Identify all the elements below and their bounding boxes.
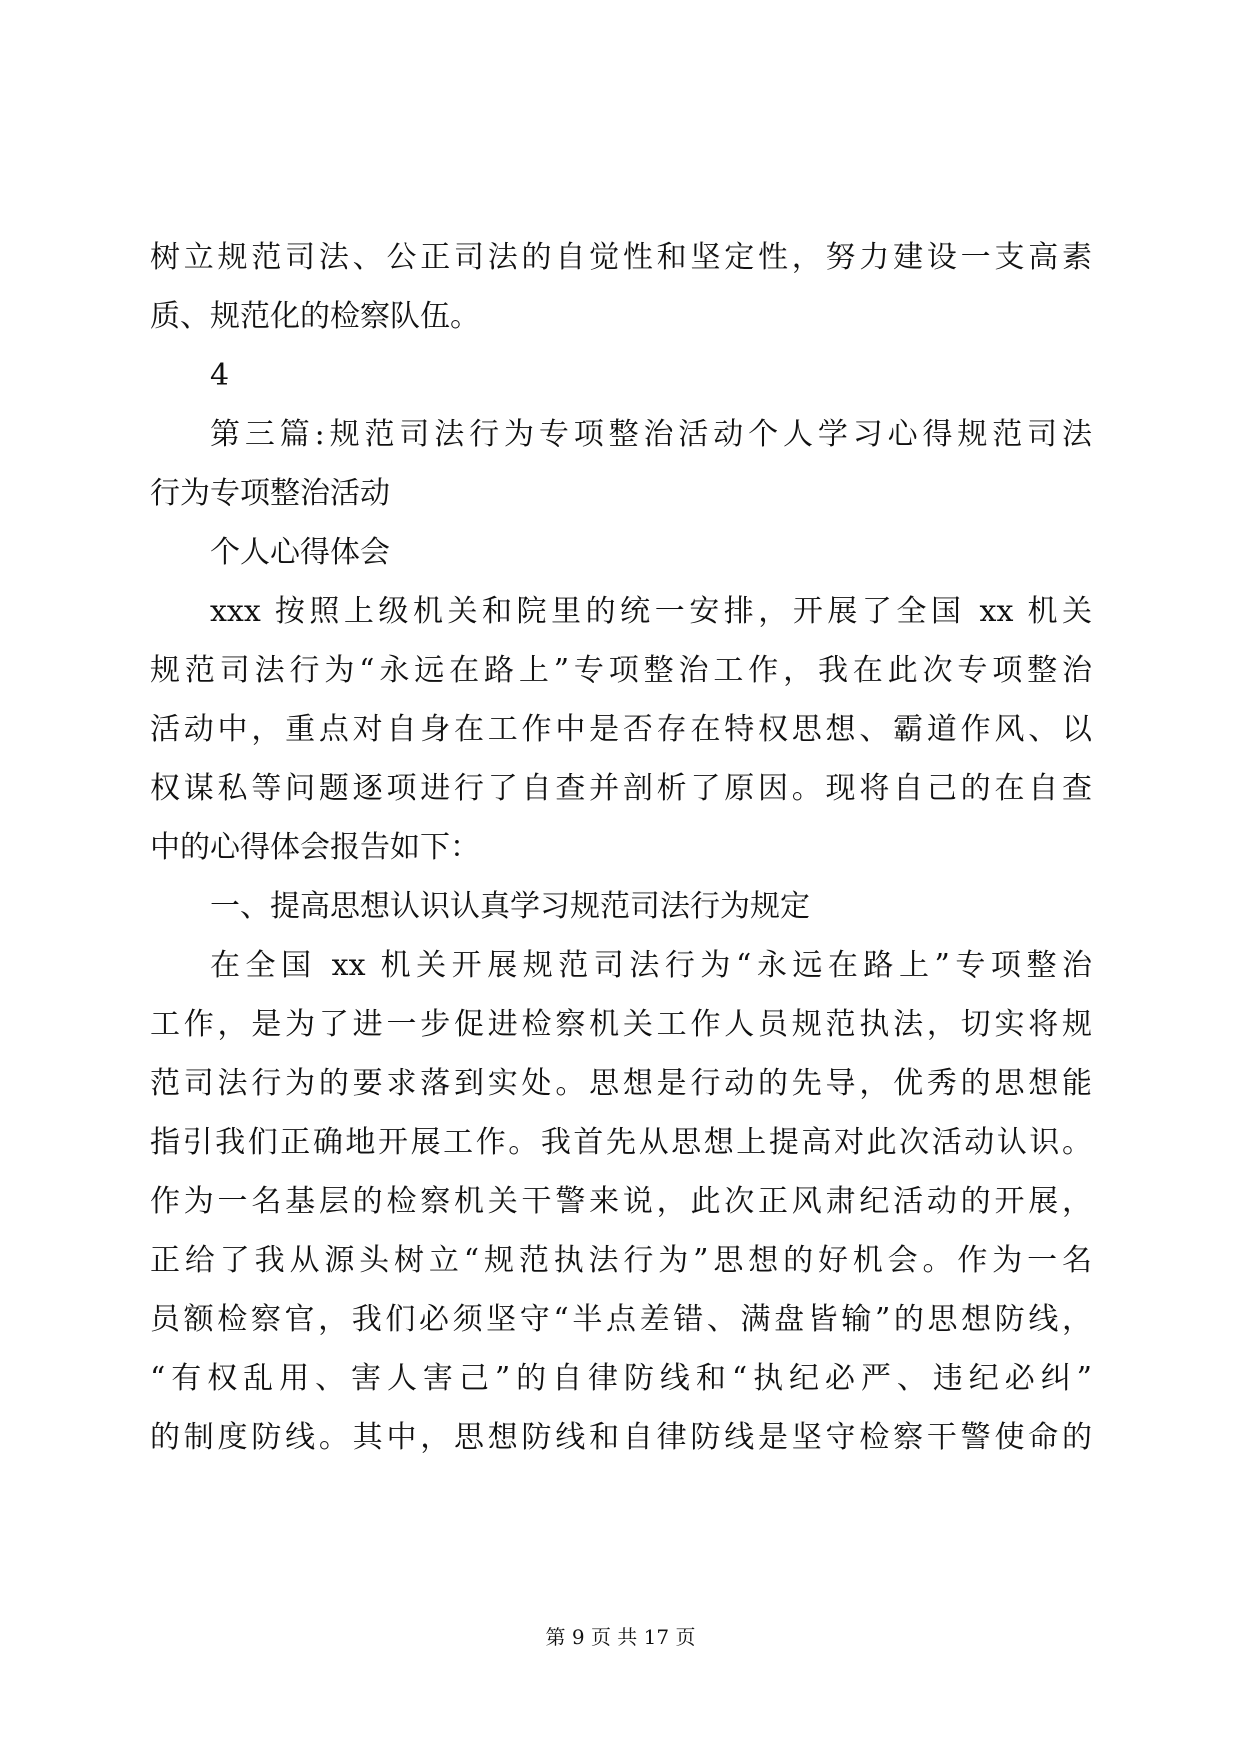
paragraph-line: 中的心得体会报告如下： [150,830,480,865]
paragraph-line: 树立规范司法、公正司法的自觉性和坚定性，努力建设一支高素 [150,240,1092,275]
paragraph-line: 规范司法行为“永远在路上”专项整治工作，我在此次专项整治 [150,653,1092,688]
paragraph-line: “有权乱用、害人害己”的自律防线和“执纪必严、违纪必纠” [150,1361,1092,1396]
paragraph-line: 指引我们正确地开展工作。我首先从思想上提高对此次活动认识。 [150,1125,1092,1160]
paragraph-line: 的制度防线。其中，思想防线和自律防线是坚守检察干警使命的 [150,1420,1092,1455]
paragraph-line: 工作，是为了进一步促进检察机关工作人员规范执法，切实将规 [150,1007,1092,1042]
subheading: 个人心得体会 [210,535,390,570]
paragraph-line: 在全国 xx 机关开展规范司法行为“永远在路上”专项整治 [210,948,1092,983]
page-number-marker: 4 [210,358,230,393]
paragraph-line: 范司法行为的要求落到实处。思想是行动的先导，优秀的思想能 [150,1066,1092,1101]
subheading: 一、提高思想认识认真学习规范司法行为规定 [210,889,810,924]
page-footer: 第 9 页 共 17 页 [545,1625,696,1649]
paragraph-line: 活动中，重点对自身在工作中是否存在特权思想、霸道作风、以 [150,712,1092,747]
paragraph-line: 权谋私等问题逐项进行了自查并剖析了原因。现将自己的在自查 [150,771,1092,806]
paragraph-line: 作为一名基层的检察机关干警来说，此次正风肃纪活动的开展， [150,1184,1092,1219]
section-heading: 第三篇:规范司法行为专项整治活动个人学习心得规范司法 [210,417,1092,452]
paragraph-line: 正给了我从源头树立“规范执法行为”思想的好机会。作为一名 [150,1243,1092,1278]
section-heading: 行为专项整治活动 [150,476,390,511]
paragraph-line: 质、规范化的检察队伍。 [150,299,480,334]
paragraph-line: xxx 按照上级机关和院里的统一安排，开展了全国 xx 机关 [210,594,1092,629]
paragraph-line: 员额检察官，我们必须坚守“半点差错、满盘皆输”的思想防线， [150,1302,1092,1337]
